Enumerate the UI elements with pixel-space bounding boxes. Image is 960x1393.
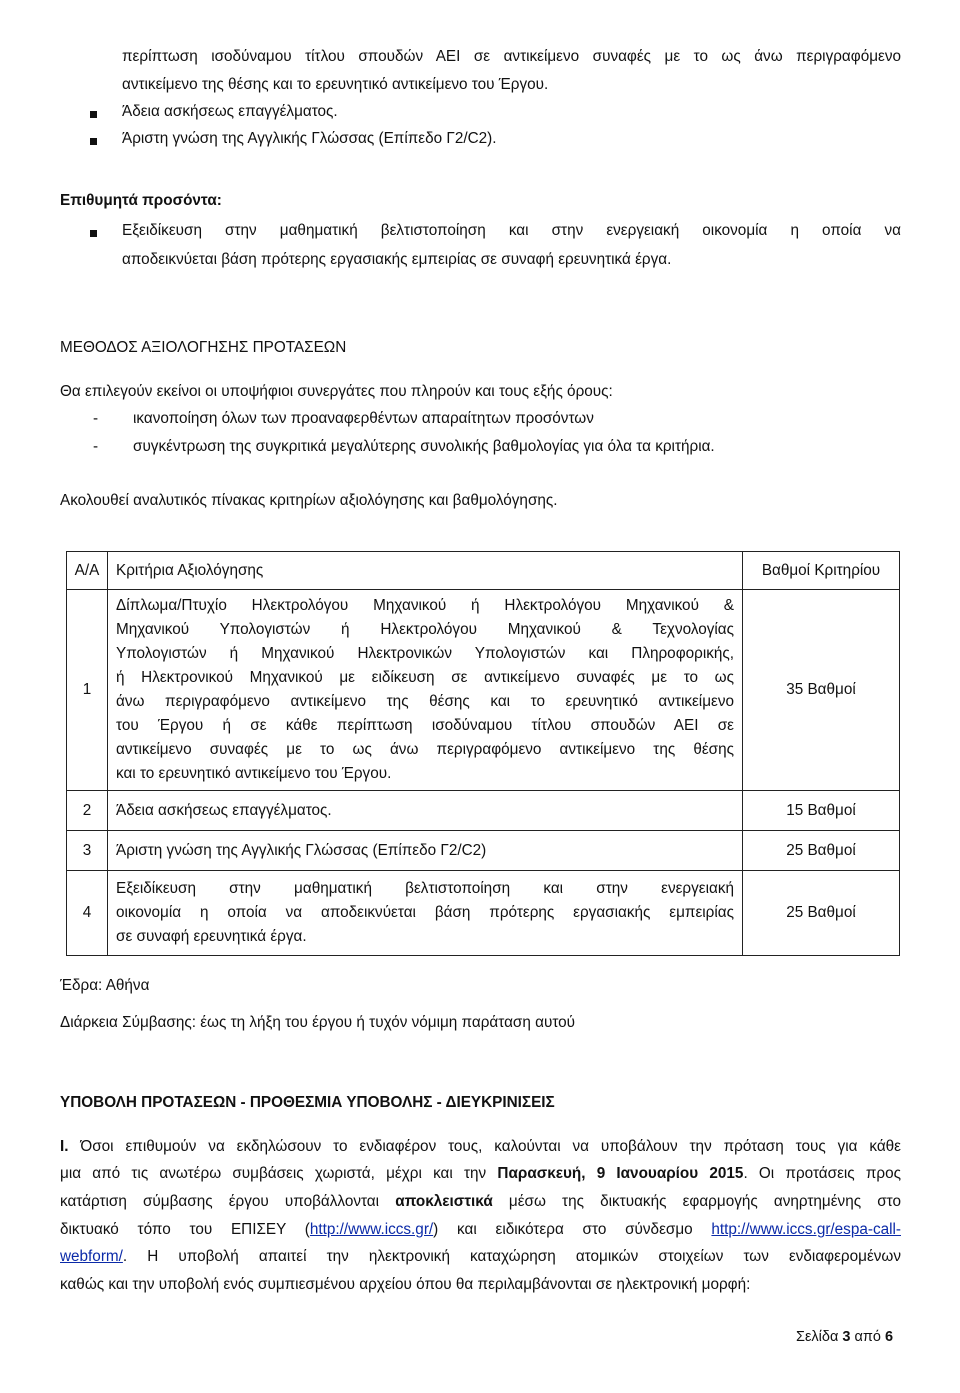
criteria-line: του Έργου ή σε κάθε περίπτωση ισοδύναμου τίτλου σπουδών ΑΕΙ σε [116, 717, 734, 734]
submission-text: μια από τις ανωτέρω συμβάσεις χωριστά, μέχρι και την [60, 1165, 498, 1182]
seat-line: Έδρα: Αθήνα [60, 977, 150, 994]
deadline-date: Παρασκευή, 9 Ιανουαρίου 2015 [497, 1165, 744, 1182]
dash-item: συγκέντρωση της συγκριτικά μεγαλύτερης συνολικής βαθμολογίας για όλα τα κριτήρια. [133, 438, 715, 455]
desired-qualifications-heading: Επιθυμητά προσόντα: [60, 192, 222, 209]
table-header-row [67, 552, 900, 590]
header-criteria: Κριτήρια Αξιολόγησης [108, 552, 743, 590]
submission-text: μέσω της δικτυακής εφαρμογής ανηρτημένης στο [492, 1193, 901, 1210]
submission-text: Όσοι επιθυμούν να εκδηλώσουν το ενδιαφέρον τους, καλούνται να υποβάλουν την πρόταση τους για κάθε [68, 1138, 901, 1155]
row-number: 1 [67, 590, 108, 791]
score-cell: 35 Βαθμοί [743, 590, 900, 791]
header-score: Βαθμοί Κριτηρίου [743, 552, 900, 590]
submission-text: δικτυακό τόπο του ΕΠΙΣΕΥ ( [60, 1221, 310, 1238]
table-row [67, 831, 900, 871]
submission-text: . Η υποβολή απαιτεί την ηλεκτρονική καταχώρηση ατομικών στοιχείων των ενδιαφερομένων [122, 1248, 901, 1265]
dash-bullet-icon: - [93, 410, 99, 427]
criteria-line: Μηχανικού Υπολογιστών ή Ηλεκτρολόγου Μηχανικού & Τεχνολογίας [116, 621, 734, 638]
row-number: 3 [67, 831, 108, 871]
row-number: 4 [67, 871, 108, 956]
footer-text: από [850, 1329, 885, 1345]
criteria-table [66, 551, 900, 956]
current-page-number: 3 [842, 1329, 851, 1345]
criteria-line: αντικείμενο συναφές με το ως άνω περιγραφόμενο αντικείμενο της θέσης [116, 741, 734, 758]
exclusively-emphasis: αποκλειστικά [395, 1193, 493, 1210]
evaluation-intro: Θα επιλεγούν εκείνοι οι υποψήφιοι συνεργάτες που πληρούν και τους εξής όρους: [60, 383, 613, 400]
table-row [67, 590, 900, 791]
row-number: 2 [67, 791, 108, 831]
submission-line [60, 1193, 901, 1211]
square-bullet-icon [90, 230, 97, 237]
desired-line: Εξειδίκευση στην μαθηματική βελτιστοποίηση και στην ενεργειακή οικονομία η οποία να [122, 222, 901, 239]
square-bullet-icon [90, 138, 97, 145]
bullet-item: Άδεια ασκήσεως επαγγέλματος. [122, 103, 338, 120]
submission-text: ) και ειδικότερα στο σύνδεσμο [433, 1221, 712, 1238]
criteria-line: ή Ηλεκτρονικού Μηχανικού με ειδίκευση σε αντικείμενο συναφές με το ως [116, 669, 734, 686]
square-bullet-icon [90, 111, 97, 118]
page-footer [796, 1329, 893, 1345]
continuation-line: αντικείμενο της θέσης και το ερευνητικό αντικείμενο του Έργου. [122, 76, 549, 93]
criteria-line: σε συναφή ερευνητικά έργα. [116, 928, 307, 945]
criteria-line: Υπολογιστών ή Μηχανικού Ηλεκτρονικών Υπολογιστών και Πληροφορικής, [116, 645, 734, 662]
duration-line: Διάρκεια Σύμβασης: έως τη λήξη του έργου ή τυχόν νόμιμη παράταση αυτού [60, 1014, 576, 1031]
criteria-line: άνω περιγραφόμενο αντικείμενο της θέσης και το ερευνητικό αντικείμενο [116, 693, 734, 710]
submission-line [60, 1165, 901, 1183]
footer-text: Σελίδα [796, 1329, 843, 1345]
webform-link-continued[interactable]: webform/ [60, 1248, 123, 1265]
iccs-home-link[interactable]: http://www.iccs.gr/ [309, 1221, 434, 1238]
continuation-line: περίπτωση ισοδύναμου τίτλου σπουδών ΑΕΙ σε αντικείμενο συναφές με το ως άνω περιγραφόμενο [122, 48, 901, 65]
score-cell: 15 Βαθμοί [743, 791, 900, 831]
criteria-line: οικονομία η οποία να αποδεικνύεται βάση πρότερης εργασιακής εμπειρίας [116, 904, 734, 921]
roman-numeral: Ι. [60, 1138, 69, 1155]
dash-item: ικανοποίηση όλων των προαναφερθέντων απαραίτητων προσόντων [133, 410, 594, 427]
dash-bullet-icon: - [93, 438, 99, 455]
criteria-cell [108, 871, 743, 956]
webform-link[interactable]: http://www.iccs.gr/espa-call- [711, 1221, 901, 1238]
evaluation-method-heading: ΜΕΘΟΔΟΣ ΑΞΙΟΛΟΓΗΣΗΣ ΠΡΟΤΑΣΕΩΝ [60, 339, 347, 356]
submission-line [60, 1138, 901, 1156]
criteria-line: Εξειδίκευση στην μαθηματική βελτιστοποίηση και στην ενεργειακή [116, 880, 734, 897]
total-pages: 6 [884, 1329, 894, 1345]
table-intro: Ακολουθεί αναλυτικός πίνακας κριτηρίων αξιολόγησης και βαθμολόγησης. [60, 492, 558, 509]
submission-heading: ΥΠΟΒΟΛΗ ΠΡΟΤΑΣΕΩΝ - ΠΡΟΘΕΣΜΙΑ ΥΠΟΒΟΛΗΣ - ΔΙΕΥΚΡΙΝΙΣΕΙΣ [60, 1094, 555, 1111]
criteria-line: και το ερευνητικό αντικείμενο του Έργου. [116, 765, 392, 782]
desired-line: αποδεικνύεται βάση πρότερης εργασιακής εμπειρίας σε συναφή ερευνητικά έργα. [122, 251, 672, 268]
submission-line [60, 1221, 901, 1239]
criteria-line: Δίπλωμα/Πτυχίο Ηλεκτρολόγου Μηχανικού ή Ηλεκτρολόγου Μηχανικού & [116, 597, 734, 614]
criteria-cell: Άδεια ασκήσεως επαγγέλματος. [108, 791, 743, 831]
criteria-cell [108, 590, 743, 791]
submission-line: καθώς και την υποβολή ενός συμπιεσμένου αρχείου όπου θα περιλαμβάνονται σε ηλεκτρονική μορφή: [60, 1276, 751, 1293]
score-cell: 25 Βαθμοί [743, 871, 900, 956]
submission-text: κατάρτιση σύμβασης έργου υποβάλλονται [60, 1193, 396, 1210]
bullet-item: Άριστη γνώση της Αγγλικής Γλώσσας (Επίπεδο Γ2/C2). [122, 130, 497, 147]
table-row [67, 791, 900, 831]
header-aa: Α/Α [67, 552, 108, 590]
score-cell: 25 Βαθμοί [743, 831, 900, 871]
table-row [67, 871, 900, 956]
submission-text: . Οι προτάσεις προς [743, 1165, 902, 1182]
criteria-cell: Άριστη γνώση της Αγγλικής Γλώσσας (Επίπεδο Γ2/C2) [108, 831, 743, 871]
submission-line [60, 1248, 901, 1266]
